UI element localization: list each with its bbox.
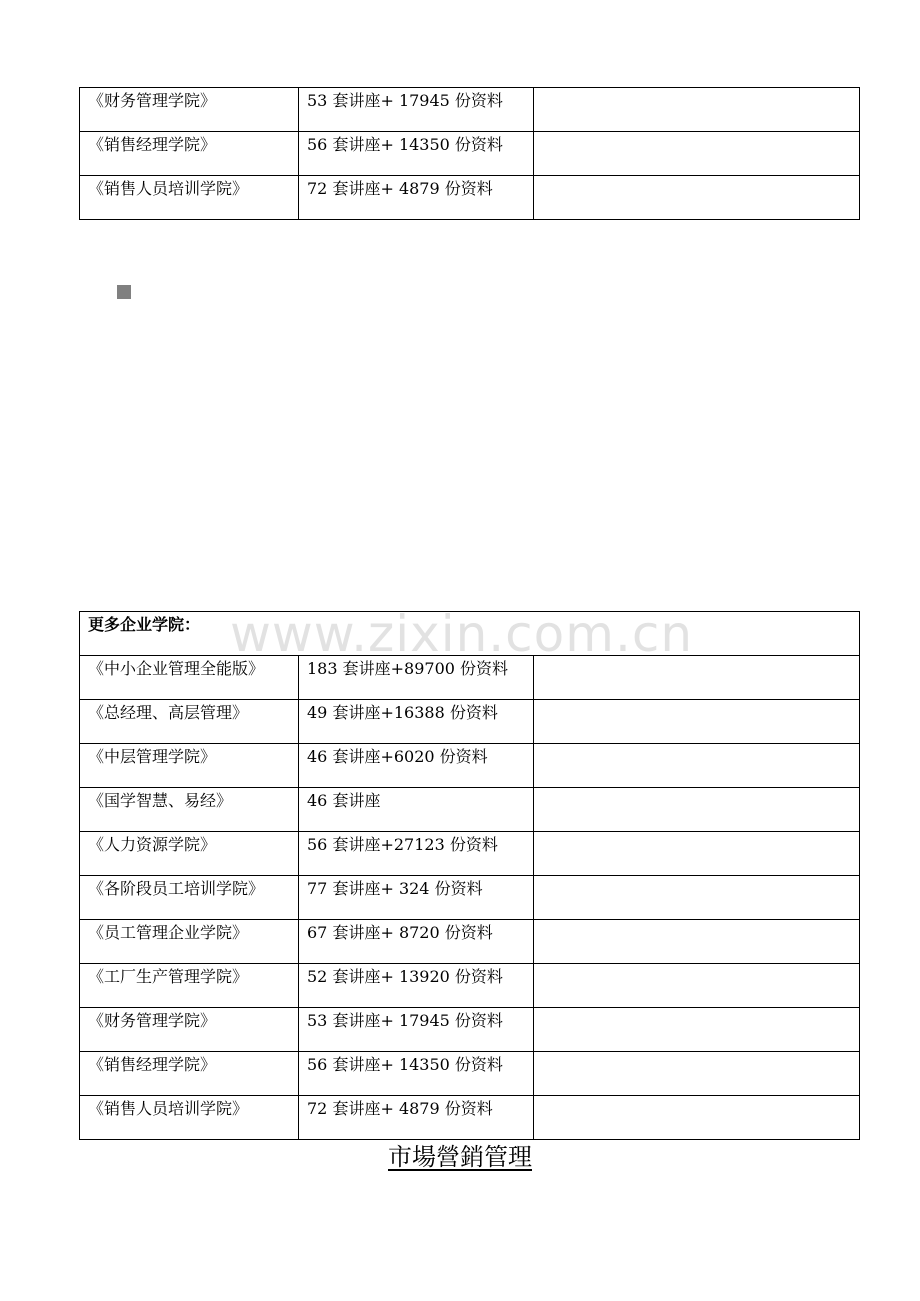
academy-detail-cell: 53 套讲座+ 17945 份资料	[299, 88, 534, 132]
academy-extra-cell	[534, 1008, 860, 1052]
table-row	[80, 1096, 860, 1140]
academy-detail-cell: 72 套讲座+ 4879 份资料	[299, 1096, 534, 1140]
table-row	[80, 1052, 860, 1096]
academy-name-cell: 《销售人员培训学院》	[80, 176, 299, 220]
academy-name-cell: 《人力资源学院》	[80, 832, 299, 876]
academy-extra-cell	[534, 1052, 860, 1096]
academy-detail-cell: 46 套讲座	[299, 788, 534, 832]
academy-extra-cell	[534, 876, 860, 920]
academy-extra-cell	[534, 132, 860, 176]
square-bullet-icon	[117, 285, 131, 299]
academy-name-cell: 《销售经理学院》	[80, 132, 299, 176]
table-row	[80, 876, 860, 920]
academy-extra-cell	[534, 788, 860, 832]
academy-detail-cell: 77 套讲座+ 324 份资料	[299, 876, 534, 920]
doc-footer-title	[0, 1140, 920, 1174]
academy-name-cell: 《国学智慧、易经》	[80, 788, 299, 832]
academy-extra-cell	[534, 744, 860, 788]
academy-detail-cell: 56 套讲座+ 14350 份资料	[299, 1052, 534, 1096]
table-header-row	[80, 612, 860, 656]
academy-name-cell: 《员工管理企业学院》	[80, 920, 299, 964]
academy-detail-cell: 56 套讲座+27123 份资料	[299, 832, 534, 876]
academy-detail-cell: 67 套讲座+ 8720 份资料	[299, 920, 534, 964]
table-row	[80, 832, 860, 876]
academy-extra-cell	[534, 700, 860, 744]
table-row	[80, 656, 860, 700]
footer-title-text: 市場營銷管理	[388, 1143, 532, 1171]
academy-name-cell: 《总经理、高层管理》	[80, 700, 299, 744]
academy-extra-cell	[534, 964, 860, 1008]
table-row	[80, 964, 860, 1008]
academy-extra-cell	[534, 176, 860, 220]
academy-detail-cell: 53 套讲座+ 17945 份资料	[299, 1008, 534, 1052]
table-row	[80, 88, 860, 132]
academy-name-cell: 《财务管理学院》	[80, 1008, 299, 1052]
table-row	[80, 920, 860, 964]
academy-table-more	[79, 611, 860, 1140]
table-row	[80, 176, 860, 220]
academy-name-cell: 《销售人员培训学院》	[80, 1096, 299, 1140]
academy-name-cell: 《中层管理学院》	[80, 744, 299, 788]
academy-extra-cell	[534, 88, 860, 132]
academy-detail-cell: 46 套讲座+6020 份资料	[299, 744, 534, 788]
academy-name-cell: 《中小企业管理全能版》	[80, 656, 299, 700]
table-row	[80, 788, 860, 832]
watermark-text: www.zixin.com.cn	[230, 605, 694, 663]
table-row	[80, 700, 860, 744]
academy-extra-cell	[534, 1096, 860, 1140]
academy-detail-cell: 72 套讲座+ 4879 份资料	[299, 176, 534, 220]
academy-extra-cell	[534, 920, 860, 964]
academy-detail-cell: 56 套讲座+ 14350 份资料	[299, 132, 534, 176]
academy-detail-cell: 183 套讲座+89700 份资料	[299, 656, 534, 700]
table-row	[80, 1008, 860, 1052]
academy-detail-cell: 49 套讲座+16388 份资料	[299, 700, 534, 744]
academy-extra-cell	[534, 656, 860, 700]
academy-name-cell: 《工厂生产管理学院》	[80, 964, 299, 1008]
table-header-cell: 更多企业学院：	[80, 612, 860, 656]
table-row	[80, 744, 860, 788]
academy-name-cell: 《财务管理学院》	[80, 88, 299, 132]
table-row	[80, 132, 860, 176]
academy-detail-cell: 52 套讲座+ 13920 份资料	[299, 964, 534, 1008]
academy-table-top	[79, 87, 860, 220]
academy-name-cell: 《销售经理学院》	[80, 1052, 299, 1096]
academy-extra-cell	[534, 832, 860, 876]
academy-name-cell: 《各阶段员工培训学院》	[80, 876, 299, 920]
